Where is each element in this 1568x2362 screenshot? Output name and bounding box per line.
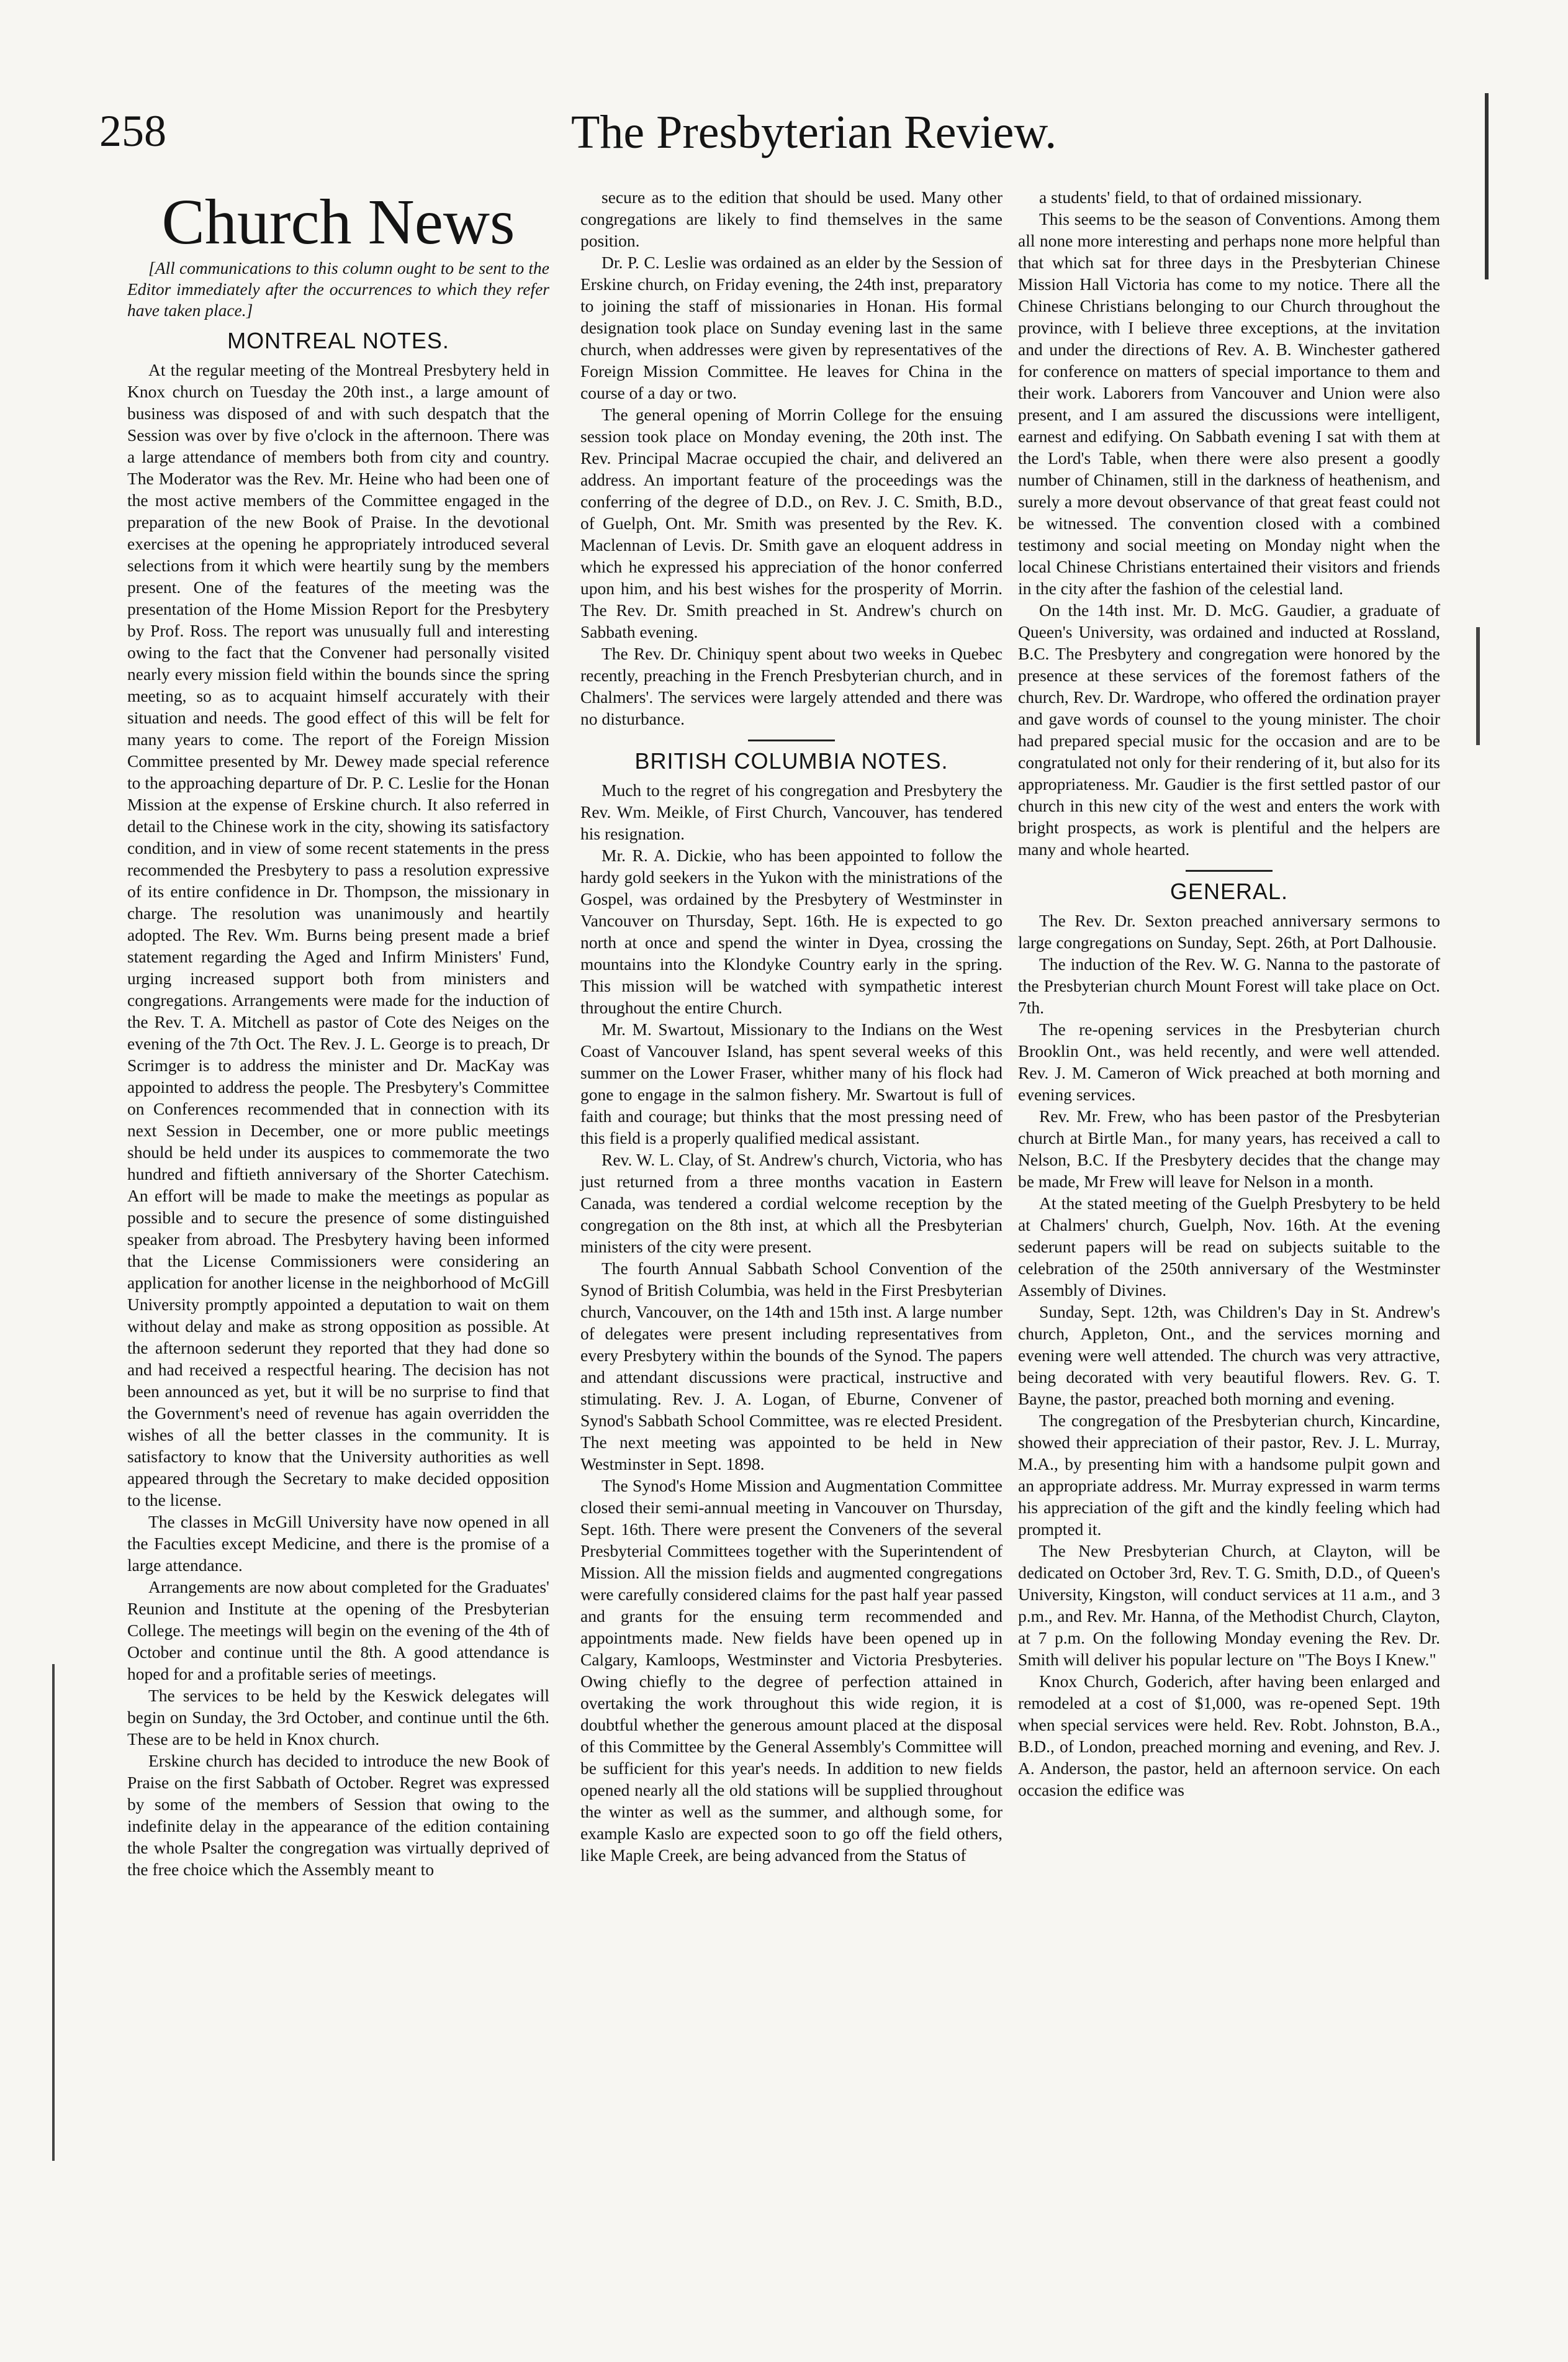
paragraph: The Rev. Dr. Chiniquy spent about two weeks in Quebec recently, preaching in the French Presbyterian church, and in Chalmers'. The services were largely attended and there was no disturbance. <box>580 644 1003 728</box>
section-title-general: GENERAL. <box>1169 879 1289 904</box>
paragraph: The induction of the Rev. W. G. Nanna to the pastorate of the Presbyterian church Mount Forest will take place on Oct. 7th. <box>1018 954 1440 1017</box>
column-1 <box>127 186 549 1880</box>
paragraph: a students' field, to that of ordained missionary. <box>1039 188 1363 207</box>
paragraph: The Rev. Dr. Sexton preached anniversary sermons to large congregations on Sunday, Sept. 26th, at Port Dalhousie. <box>1018 911 1440 952</box>
paragraph: The congregation of the Presbyterian church, Kincardine, showed their appreciation of their pastor, Rev. J. L. Murray, M.A., by presenting him with a handsome pulpit gown and an appropriate address. Mr. Murray expressed in warm terms his appreciation of the gift and the kindly feeling which had prompted it. <box>1018 1411 1440 1539</box>
paragraph: Mr. M. Swartout, Missionary to the Indians on the West Coast of Vancouver Island, has spent several weeks of this summer on the Lower Fraser, whither many of his flock had gone to engage in the salmon fishery. Mr. Swartout is full of faith and courage; but thinks that the most pressing need of this field is a properly qualified medical assistant. <box>580 1020 1003 1147</box>
paragraph: Mr. R. A. Dickie, who has been appointed to follow the hardy gold seekers in the Yukon with the ministrations of the Gospel, was ordained by the Presbytery of Westminster in Vancouver on Thursday, Sept. 16th. He is expected to go north at once and spend the winter in Dyea, crossing the mountains into the Klondyke Country early in the spring. This mission will be watched with sympathetic interest throughout the entire Church. <box>580 846 1003 1017</box>
paragraph: The fourth Annual Sabbath School Convention of the Synod of British Columbia, was held in the First Presbyterian church, Vancouver, on the 14th and 15th inst. A large number of delegates were present including representatives from every Presbytery within the bounds of the Synod. The papers and attendant discussions were practical, instructive and stimulating. Rev. J. A. Logan, of Eburne, Convener of Synod's Sabbath School Committee, was re elected President. The next meeting was appointed to be held in New Westminster in Sept. 1898. <box>580 1259 1003 1473</box>
paragraph: Rev. Mr. Frew, who has been pastor of the Presbyterian church at Birtle Man., for many years, has received a call to Nelson, B.C. If the Presbytery decides that the change may be made, Mr Frew will leave for Nelson in a month. <box>1018 1106 1440 1191</box>
section-title-montreal: MONTREAL NOTES. <box>227 328 449 353</box>
paragraph: Much to the regret of his congregation and Presbytery the Rev. Wm. Meikle, of First Church, Vancouver, has tendered his resignation. <box>580 781 1003 843</box>
paragraph: Dr. P. C. Leslie was ordained as an elder by the Session of Erskine church, on Friday evening, the 24th inst, preparatory to joining the staff of missionaries in Honan. His formal designation took place on Sunday evening last in the same church, when addresses were given by representatives of the Foreign Mission Committee. He leaves for China in the course of a day or two. <box>580 253 1003 402</box>
paragraph: At the stated meeting of the Guelph Presbytery to be held at Chalmers' church, Guelph, Nov. 16th. At the evening sederunt papers will be read on subjects suitable to the celebration of the 250th anniversary of the Westminster Assembly of Divines. <box>1018 1193 1440 1300</box>
column-2 <box>580 186 1003 1866</box>
paragraph: The services to be held by the Keswick delegates will begin on Sunday, the 3rd October, and continue until the 6th. These are to be held in Knox church. <box>127 1686 549 1749</box>
paragraph: Knox Church, Goderich, after having been enlarged and remodeled at a cost of $1,000, was re-opened Sept. 19th when special services were held. Rev. Robt. Johnston, B.A., B.D., of London, preached morning and evening, and Rev. J. A. Anderson, the pastor, held an afternoon service. On each occasion the edifice was <box>1018 1672 1440 1799</box>
church-news-heading: Church News <box>161 186 515 258</box>
page-header <box>99 106 1496 192</box>
paragraph: The re-opening services in the Presbyterian church Brooklin Ont., was held recently, and were well attended. Rev. J. M. Cameron of Wick preached at both morning and evening services. <box>1018 1020 1440 1104</box>
right-margin-rule <box>1485 93 1489 279</box>
editor-note: [All communications to this column ought to be sent to the Editor immediately after the occurrences to which they refer have taken place.] <box>127 258 549 320</box>
paragraph: The classes in McGill University have now opened in all the Faculties except Medicine, and there is the promise of a large attendance. <box>127 1512 549 1575</box>
paragraph: The Synod's Home Mission and Augmentation Committee closed their semi-annual meeting in Vancouver on Thursday, Sept. 16th. There were present the Conveners of the several Presbyterial Committees together with the Superintendent of Mission. All the mission fields and augmented congregations were carefully considered claims for the past half year passed and grants for the ensuing term recommended and appointments made. New fields have been opened up in Calgary, Kamloops, Westminster and Victoria Presbyteries. Owing chiefly to the degree of perfection attained in overtaking the work throughout this wide region, it is doubtful whether the generous amount placed at the disposal of this Committee by the General Assembly's Committee will be sufficient for this year's needs. In addition to new fields opened nearly all the old stations will be supplied throughout the winter as well as the summer, and although some, for example Kaslo are expected soon to go off the field others, like Maple Creek, are being advanced from the Status of <box>580 1476 1003 1865</box>
paragraph: This seems to be the season of Conventions. Among them all none more interesting and perhaps none more helpful than that which sat for three days in the Presbyterian Chinese Mission Hall Victoria has come to my notice. There all the Chinese Christians belonging to our Church throughout the province, with I believe three exceptions, at the invitation and under the directions of Rev. A. B. Winchester gathered for conference on matters of special importance to them and their work. Laborers from Vancouver and Union were also present, and I am assured the discussions were intelligent, earnest and edifying. On Sabbath evening I sat with them at the Lord's Table, when there were also present a goodly number of Chinamen, still in the darkness of heathenism, and surely a more devout observance of that great feast could not be witnessed. The convention closed with a combined testimony and social meeting on Monday night when the local Chinese Christians entertained their visitors and friends in the city after the fashion of the celestial land. <box>1018 209 1440 598</box>
paragraph: On the 14th inst. Mr. D. McG. Gaudier, a graduate of Queen's University, was ordained and inducted at Rossland, B.C. The Presbytery and congregation were honored by the presence at these services of the foremost fathers of the church, Rev. Dr. Wardrope, who offered the ordination prayer and gave words of counsel to the young minister. The choir had prepared special music for the occasion and are to be congratulated not only for their rendering of it, but also for its appropriateness. Mr. Gaudier is the first settled pastor of our church in this new city of the west and enters the work with bright prospects, as work is plentiful and the helpers are many and whole hearted. <box>1018 600 1440 859</box>
margin-mark <box>1476 627 1480 745</box>
paragraph: Erskine church has decided to introduce the new Book of Praise on the first Sabbath of October. Regret was expressed by some of the members of Session that owing to the indefinite delay in the appearance of the edition containing the whole Psalter the congregation was virtually deprived of the free choice which the Assembly meant to <box>127 1751 549 1879</box>
section-divider <box>748 740 835 741</box>
paragraph: Sunday, Sept. 12th, was Children's Day in St. Andrew's church, Appleton, Ont., and the services morning and evening were well attended. The church was very attractive, being decorated with very beautiful flowers. Rev. G. T. Bayne, the pastor, preached both morning and evening. <box>1018 1302 1440 1408</box>
paragraph: The general opening of Morrin College for the ensuing session took place on Monday evening, the 20th inst. The Rev. Principal Macrae occupied the chair, and delivered an address. An important feature of the proceedings was the conferring of the degree of D.D., on Rev. J. C. Smith, B.D., of Guelph, Ont. Mr. Smith was presented by the Rev. K. Maclennan of Levis. Dr. Smith gave an eloquent address in which he expressed his appreciation of the honor conferred upon him, and his best wishes for the prosperity of Morrin. The Rev. Dr. Smith preached in St. Andrew's church on Sabbath evening. <box>580 405 1003 641</box>
paragraph: The New Presbyterian Church, at Clayton, will be dedicated on October 3rd, Rev. T. G. Smith, D.D., of Queen's University, Kingston, will conduct services at 11 a.m., and 3 p.m., and Rev. Mr. Hanna, of the Methodist Church, Clayton, at 7 p.m. On the following Monday evening the Rev. Dr. Smith will deliver his popular lecture on "The Boys I Knew." <box>1018 1541 1440 1669</box>
paragraph: Rev. W. L. Clay, of St. Andrew's church, Victoria, who has just returned from a three months vacation in Eastern Canada, was tendered a cordial welcome reception by the congregation on the 8th inst, at which all the Presbyterian ministers of the city were present. <box>580 1150 1003 1256</box>
paragraph: secure as to the edition that should be used. Many other congregations are likely to find themselves in the same position. <box>580 188 1003 250</box>
section-title-british-columbia: BRITISH COLUMBIA NOTES. <box>634 748 948 774</box>
column-3 <box>1018 186 1440 1801</box>
section-divider <box>1186 870 1273 872</box>
page-number: 258 <box>99 106 166 156</box>
paragraph: At the regular meeting of the Montreal Presbytery held in Knox church on Tuesday the 20th inst., a large amount of business was disposed of and with such despatch that the Session was over by five o'clock in the afternoon. There was a large attendance of members both from city and country. The Moderator was the Rev. Mr. Heine who had been one of the most active members of the Committee engaged in the preparation of the new Book of Praise. In the devotional exercises at the opening he appropriately introduced several selections from it which were heartily sung by the members present. One of the features of the meeting was the presentation of the Home Mission Report for the Presbytery by Prof. Ross. The report was unusually full and interesting owing to the fact that the Convener had personally visited nearly every mission field within the bounds since the spring meeting, so as to acquaint himself accurately with their situation and needs. The good effect of this will be felt for many years to come. The report of the Foreign Mission Committee presented by Mr. Dewey made special reference to the approaching departure of Dr. P. C. Leslie for the Honan Mission at the expense of Erskine church. It also referred in detail to the Chinese work in the city, showing its satisfactory condition, and in view of some recent statements in the press recommended the Presbytery to pass a resolution expressive of its entire confidence in Dr. Thompson, the missionary in charge. The resolution was unanimously and heartily adopted. The Rev. Wm. Burns being present made a brief statement regarding the Aged and Infirm Ministers' Fund, urging increased support both from ministers and congregations. Arrangements were made for the induction of the Rev. T. A. Mitchell as pastor of Cote des Neiges on the evening of the 7th Oct. The Rev. J. L. George is to preach, Dr Scrimger is to address the minister and Dr. MacKay was appointed to address the people. The Presbytery's Committee on Conferences recommended that in connection with its next Session in December, one or more public meetings should be held under its auspices to commemorate the two hundred and fiftieth anniversary of the Shorter Catechism. An effort will be made to make the meetings as popular as possible and to secure the presence of some distinguished speaker from abroad. The Presbytery having been informed that the License Commissioners were considering an application for another license in the neighborhood of McGill University promptly appointed a deputation to wait on them without delay and make as strong opposition as possible. At the afternoon sederunt they reported that they had done so and had received a respectful hearing. The decision has not been announced as yet, but it will be no surprise to find that the Government's need of revenue has again overridden the wishes of all the better classes in the community. It is satisfactory to know that the University authorities as well appeared through the Secretary to make decided opposition to the license. <box>127 360 549 1509</box>
margin-mark <box>52 1664 55 2161</box>
running-title: The Presbyterian Review. <box>571 106 1057 158</box>
paragraph: Arrangements are now about completed for the Graduates' Reunion and Institute at the opening of the Presbyterian College. The meetings will begin on the evening of the 4th of October and continue until the 8th. A good attendance is hoped for and a profitable series of meetings. <box>127 1577 549 1683</box>
